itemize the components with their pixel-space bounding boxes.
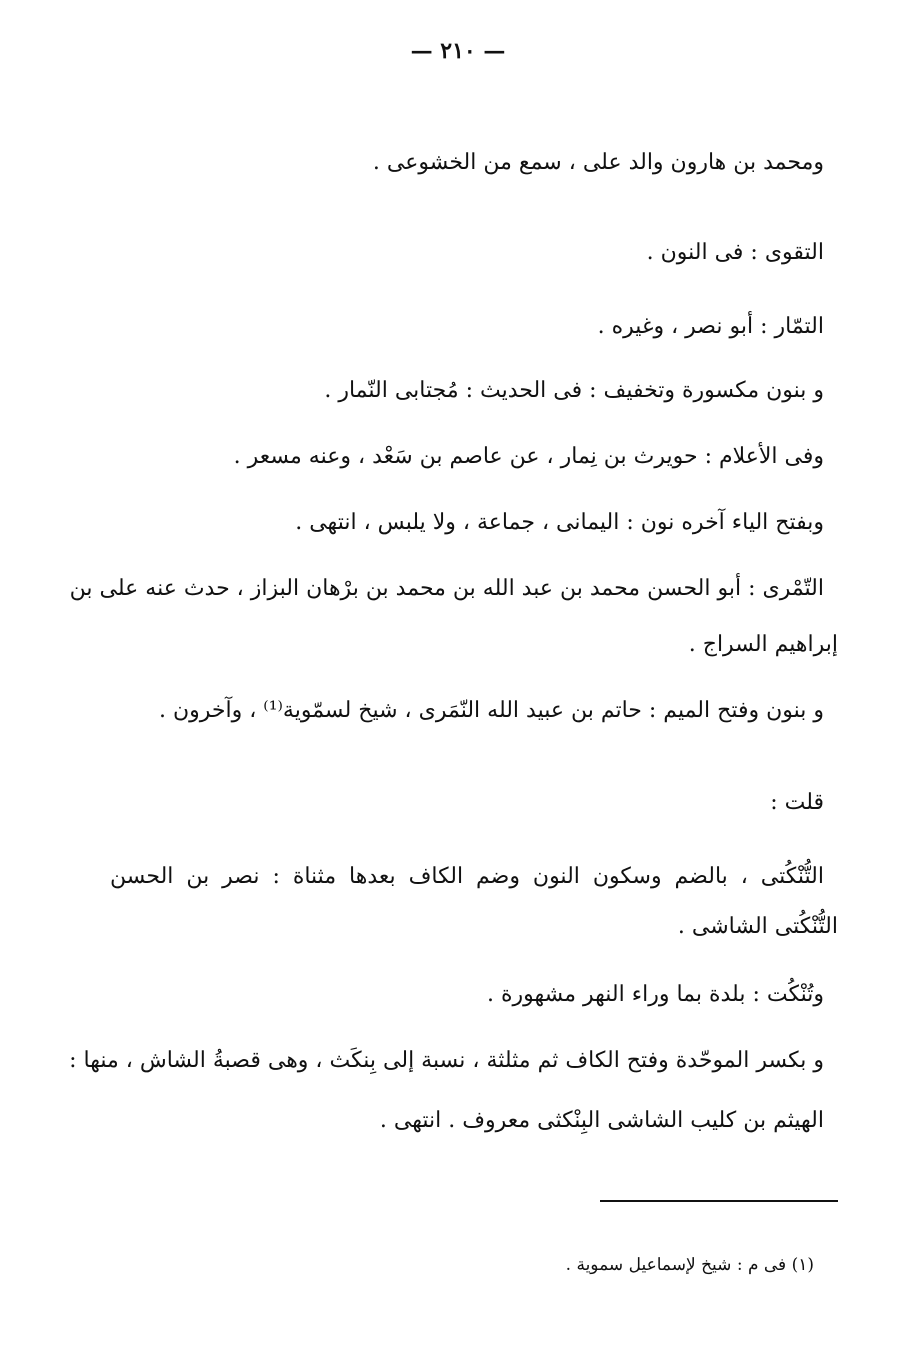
text-line-3: التمّار : أبو نصر ، وغيره . <box>597 314 824 339</box>
text-line-8: إبراهيم السراج . <box>688 632 838 657</box>
text-line-1: ومحمد بن هارون والد على ، سمع من الخشوعى . <box>372 150 824 175</box>
text-line-9: و بنون وفتح الميم : حاتم بن عبيد الله النّمَرى ، شيخ لسمّوية⁽¹⁾ ، وآخرون . <box>158 698 824 723</box>
text-line-6: وبفتح الياء آخره نون : اليمانى ، جماعة ، ولا يلبس ، انتهى . <box>295 510 824 535</box>
page-number: — ٢١٠ — <box>410 38 506 64</box>
text-line-5: وفى الأعلام : حويرث بن نِمار ، عن عاصم بن سَعْد ، وعنه مسعر . <box>233 444 824 469</box>
section-heading: قلت : <box>770 790 824 815</box>
text-line-13: وتُنْكُت : بلدة بما وراء النهر مشهورة . <box>486 982 824 1007</box>
text-line-11: التُّنْكُتى ، بالضم وسكون النون وضم الكاف بعدها مثناة : نصر بن الحسن <box>110 864 824 889</box>
footnote-divider <box>600 1200 838 1202</box>
text-line-7: التّمْرى : أبو الحسن محمد بن عبد الله بن محمد بن برْهان البزاز ، حدث عنه على بن <box>69 576 824 601</box>
text-line-2: التقوى : فى النون . <box>646 240 824 265</box>
footnote: (١) فى م : شيخ لإسماعيل سموية . <box>565 1255 814 1275</box>
text-line-15: الهيثم بن كليب الشاشى البِنْكثى معروف . انتهى . <box>379 1108 824 1133</box>
text-line-14: و بكسر الموحّدة وفتح الكاف ثم مثلثة ، نسبة إلى بِنكَث ، وهى قصبةُ الشاش ، منها : <box>69 1048 824 1073</box>
text-line-12: التُّنْكُتى الشاشى . <box>677 914 838 939</box>
text-line-4: و بنون مكسورة وتخفيف : فى الحديث : مُجتابى النّمار . <box>324 378 824 403</box>
